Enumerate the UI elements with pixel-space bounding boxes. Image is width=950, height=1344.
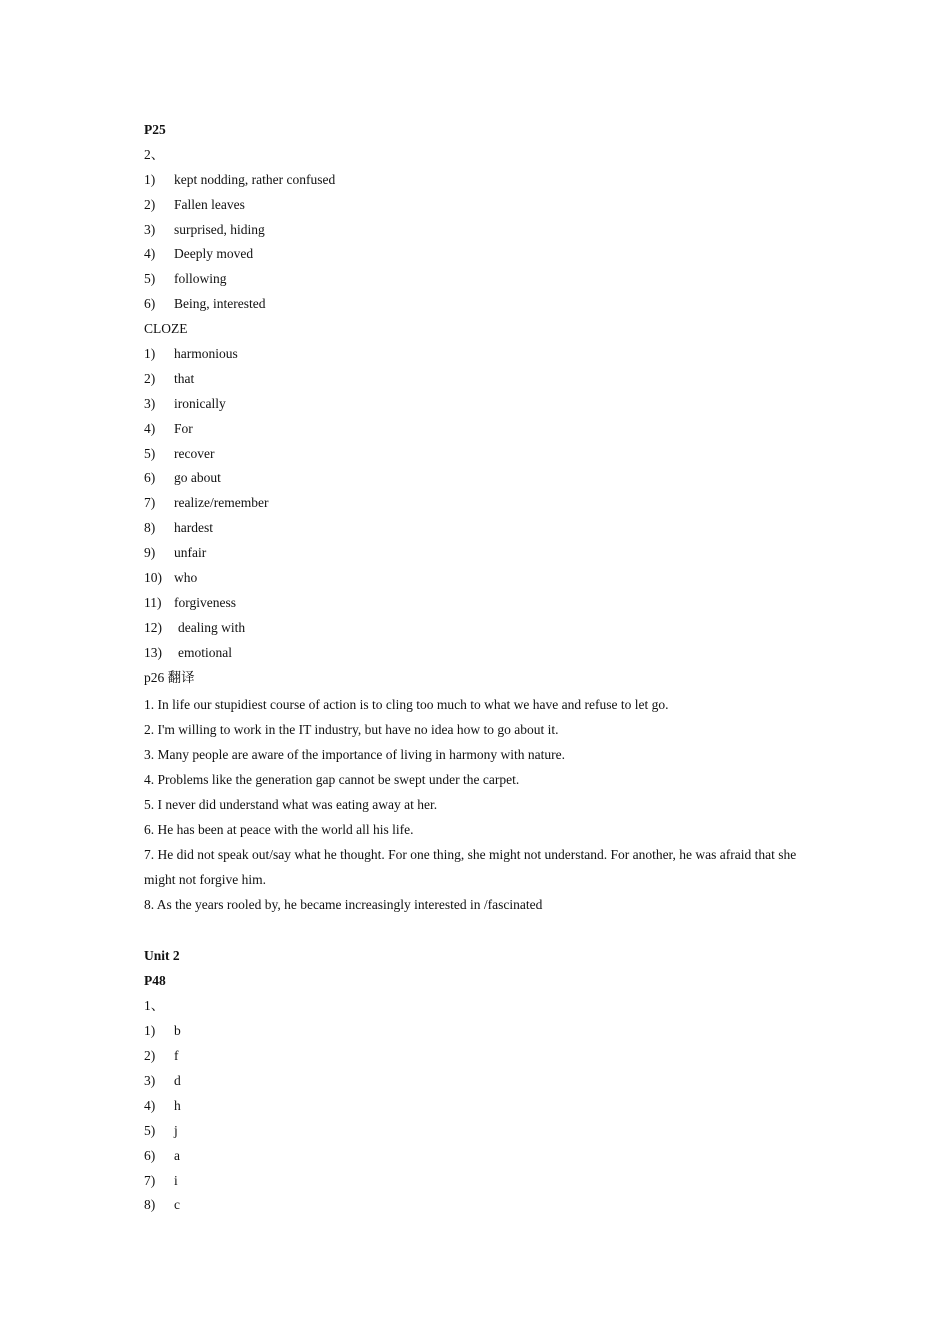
item-number: 3) [144, 221, 156, 237]
translation-sentence: 5. I never did understand what was eating away at her. [144, 797, 438, 813]
item-number: 6) [144, 1147, 156, 1163]
item-text: that [174, 370, 195, 386]
list-item [144, 267, 824, 292]
item-text: j [174, 1122, 178, 1138]
translation-sentence: 3. Many people are aware of the importance of living in harmony with nature. [144, 747, 565, 763]
item-number: 6) [144, 470, 156, 486]
list-item [144, 242, 824, 267]
exercise-label: 1、 [144, 998, 165, 1014]
item-text: b [174, 1023, 181, 1039]
cloze-label: CLOZE [144, 321, 188, 337]
exercise-label: 2、 [144, 146, 165, 162]
list-item [144, 641, 824, 666]
list-item [144, 1019, 824, 1044]
list-item [144, 491, 824, 516]
item-text: surprised, hiding [174, 221, 265, 237]
item-number: 2) [144, 196, 156, 212]
item-number: 1) [144, 346, 156, 362]
list-item [144, 442, 824, 467]
item-text: who [174, 570, 198, 586]
item-number: 7) [144, 495, 156, 511]
item-number: 2) [144, 1048, 156, 1064]
item-text: go about [174, 470, 221, 486]
list-item [144, 1044, 824, 1069]
unit2-exercise-1-list [144, 1019, 824, 1218]
item-number: 8) [144, 520, 156, 536]
section-spacer [144, 917, 824, 944]
item-text: Being, interested [174, 296, 266, 312]
item-text: emotional [178, 644, 232, 660]
item-text: hardest [174, 520, 213, 536]
item-number: 5) [144, 271, 156, 287]
translation-sentence: 6. He has been at peace with the world all his life. [144, 822, 414, 838]
item-number: 4) [144, 246, 156, 262]
item-text: a [174, 1147, 180, 1163]
item-number: 2) [144, 370, 156, 386]
exercise-2-list [144, 168, 824, 317]
translation-sentence: 1. In life our stupidiest course of action is to cling too much to what we have and refuse to let go. [144, 697, 669, 713]
list-item [144, 292, 824, 317]
translation-sentence: 8. As the years rooled by, he became increasingly interested in /fascinated [144, 897, 543, 913]
page-label-p25: P25 [144, 122, 166, 137]
item-number: 10) [144, 570, 162, 586]
item-text: forgiveness [174, 594, 236, 610]
list-item [144, 566, 824, 591]
item-number: 3) [144, 395, 156, 411]
list-item [144, 1119, 824, 1144]
item-number: 5) [144, 1122, 156, 1138]
list-item [144, 1094, 824, 1119]
item-text: d [174, 1072, 181, 1088]
list-item [144, 541, 824, 566]
translation-sentence: 4. Problems like the generation gap cannot be swept under the carpet. [144, 772, 520, 788]
list-item [144, 1193, 824, 1218]
translation-sentence: 2. I'm willing to work in the IT industry, but have no idea how to go about it. [144, 722, 559, 738]
item-number: 9) [144, 545, 156, 561]
list-item [144, 392, 824, 417]
item-number: 1) [144, 171, 156, 187]
item-text: f [174, 1048, 179, 1064]
item-number: 4) [144, 1097, 156, 1113]
item-text: following [174, 271, 227, 287]
item-text: i [174, 1172, 178, 1188]
list-item [144, 516, 824, 541]
page-label-p48: P48 [144, 973, 166, 989]
item-text: kept nodding, rather confused [174, 171, 336, 187]
translation-sentence: 7. He did not speak out/say what he thought. For one thing, she might not understand. For another, he was afraid that she might not forgive him. [144, 847, 797, 888]
item-text: harmonious [174, 346, 238, 362]
list-item [144, 417, 824, 442]
item-text: For [174, 420, 193, 436]
list-item [144, 1144, 824, 1169]
list-item [144, 1169, 824, 1194]
list-item [144, 367, 824, 392]
list-item [144, 466, 824, 491]
item-text: dealing with [178, 619, 246, 635]
list-item [144, 591, 824, 616]
item-number: 6) [144, 296, 156, 312]
cloze-list [144, 342, 824, 666]
list-item [144, 616, 824, 641]
item-number: 12) [144, 619, 162, 635]
list-item [144, 168, 824, 193]
item-number: 5) [144, 445, 156, 461]
item-number: 11) [144, 594, 162, 610]
list-item [144, 342, 824, 367]
item-text: realize/remember [174, 495, 269, 511]
item-number: 1) [144, 1023, 156, 1039]
item-number: 3) [144, 1072, 156, 1088]
translation-label: p26 翻译 [144, 669, 195, 685]
document-page [144, 118, 824, 1218]
item-number: 4) [144, 420, 156, 436]
item-number: 13) [144, 644, 162, 660]
item-text: Fallen leaves [174, 196, 245, 212]
list-item [144, 193, 824, 218]
item-text: ironically [174, 395, 226, 411]
item-text: recover [174, 445, 215, 461]
item-number: 7) [144, 1172, 156, 1188]
item-number: 8) [144, 1197, 156, 1213]
list-item [144, 1069, 824, 1094]
translation-list [144, 692, 824, 917]
item-text: Deeply moved [174, 246, 254, 262]
item-text: unfair [174, 545, 207, 561]
item-text: c [174, 1197, 180, 1213]
unit-label: Unit 2 [144, 948, 180, 964]
list-item [144, 218, 824, 243]
item-text: h [174, 1097, 181, 1113]
